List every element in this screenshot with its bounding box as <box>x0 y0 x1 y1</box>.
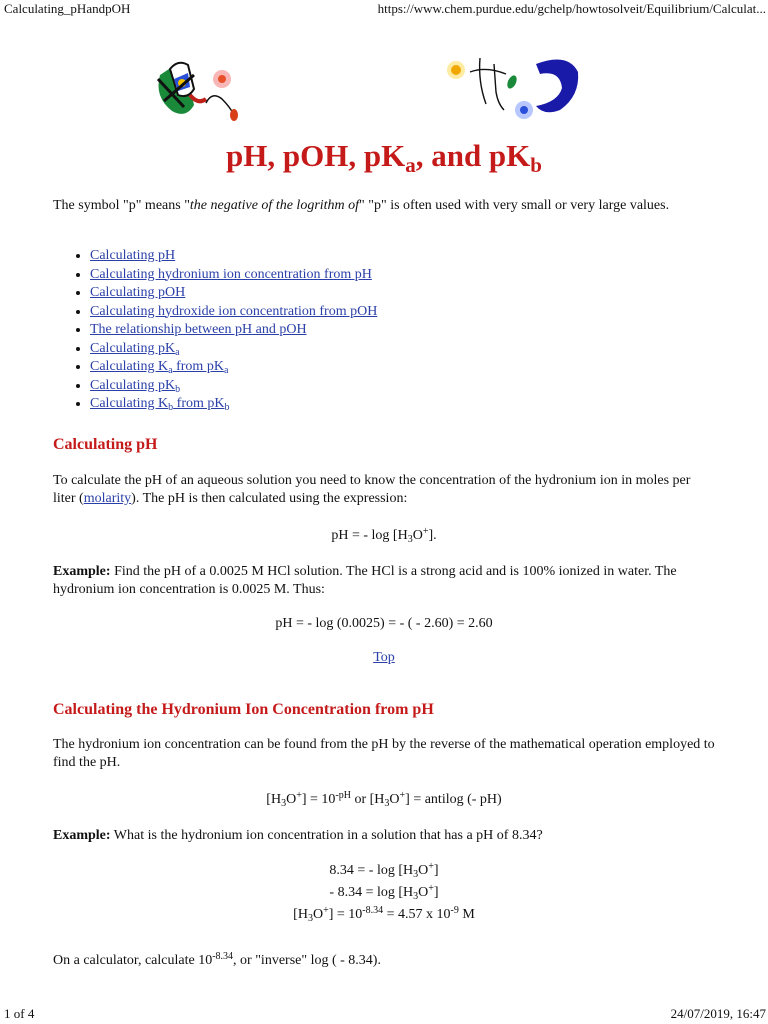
toc-item[interactable] <box>90 247 377 266</box>
ph-formula: pH = - $\log [H_3O^+]$. <box>331 526 437 545</box>
solution-line-1: 8.34 = - $\log [H_3O^+]$ <box>329 861 439 880</box>
worked-solution <box>0 862 768 924</box>
section-heading-calculating-ph: Calculating pH <box>53 436 158 453</box>
solution-line-3: $[H_3O^+] = 10^{-8.34} = 4.57$ x $10^{-9}$ M <box>293 905 475 924</box>
toc-item[interactable] <box>90 284 377 303</box>
right-decorative-logo <box>440 52 580 122</box>
example-label: Example: <box>53 564 111 579</box>
page-count: 1 of 4 <box>4 1006 35 1021</box>
section2-example: Example: What is the hydronium ion concentration in a solution that has a pH of 8.34? <box>53 828 543 843</box>
page-title: pH, pOH, $pK_a$, and $pK_b$ <box>226 138 542 177</box>
toc-link-hydroxide-from-poh[interactable]: Calculating hydroxide ion concentration from pOH <box>90 303 378 319</box>
toc-item[interactable] <box>90 266 377 285</box>
toc-link-ka-from-pka[interactable]: Calculating $K_a$ from $pK_a$ <box>90 359 229 376</box>
intro-paragraph: The symbol "p" means "the negative of the logrithm of" "p" is often used with very small or very large values. <box>53 198 670 213</box>
example-label: Example: <box>53 828 111 843</box>
solution-line-2: - $8.34 = \log [H_3O^+]$ <box>329 883 439 902</box>
toc-link-calculating-ph[interactable]: Calculating pH <box>90 248 176 263</box>
section1-paragraph: To calculate the pH of an aqueous solution you need to know the concentration of the hydronium ion in moles per liter (molarity). The pH is then calculated using the expression: <box>53 473 691 506</box>
toc-link-hydronium-from-ph[interactable]: Calculating hydronium ion concentration from pH <box>90 266 372 282</box>
toc-item[interactable] <box>90 395 377 414</box>
section2-paragraph: The hydronium ion concentration can be found from the pH by the reverse of the mathematical operation employed to find the pH. <box>53 737 715 770</box>
toc-link-ph-poh-relationship[interactable]: The relationship between pH and pOH <box>90 322 307 337</box>
molarity-link[interactable]: molarity <box>83 491 132 506</box>
toc-link-calculating-pkb[interactable]: Calculating $pK_b$ <box>90 377 181 395</box>
top-link[interactable]: Top <box>373 650 395 665</box>
toc-item[interactable] <box>90 321 377 340</box>
browser-page-title: Calculating_pHandpOH <box>4 1 131 16</box>
toc-item[interactable] <box>90 358 377 377</box>
toc-item[interactable] <box>90 303 377 322</box>
table-of-contents <box>58 247 377 414</box>
section-heading-hydronium-from-ph: Calculating the Hydronium Ion Concentration from pH <box>53 701 434 718</box>
ph-calculation: pH = - log (0.0025) = - ( - 2.60) = 2.60 <box>275 616 493 631</box>
toc-item[interactable] <box>90 340 377 359</box>
browser-url: https://www.chem.purdue.edu/gchelp/howtosolveit/Equilibrium/Calculat... <box>377 1 766 16</box>
top-link-container <box>0 649 768 667</box>
section1-example: Example: Find the pH of a 0.0025 M HCl solution. The HCl is a strong acid and is 100% ionized in water. The hydronium ion concentration is 0.0025 M. Thus: <box>53 564 677 597</box>
toc-link-kb-from-pkb[interactable]: Calculating $K_b$ from $pK_b$ <box>90 396 230 413</box>
hydronium-formula: $[H_3O^+] = 10^{-pH}$ or $[H_3O^+]$ = antilog (- pH) <box>266 790 502 809</box>
left-decorative-logo <box>150 55 250 127</box>
toc-link-calculating-pka[interactable]: Calculating $pK_a$ <box>90 340 180 358</box>
toc-item[interactable] <box>90 377 377 396</box>
calculator-note: On a calculator, calculate $10^{-8.34}$, or "inverse" log ( - 8.34). <box>53 951 381 968</box>
toc-link-calculating-poh[interactable]: Calculating pOH <box>90 285 186 300</box>
print-timestamp: 24/07/2019, 16:47 <box>670 1006 766 1021</box>
